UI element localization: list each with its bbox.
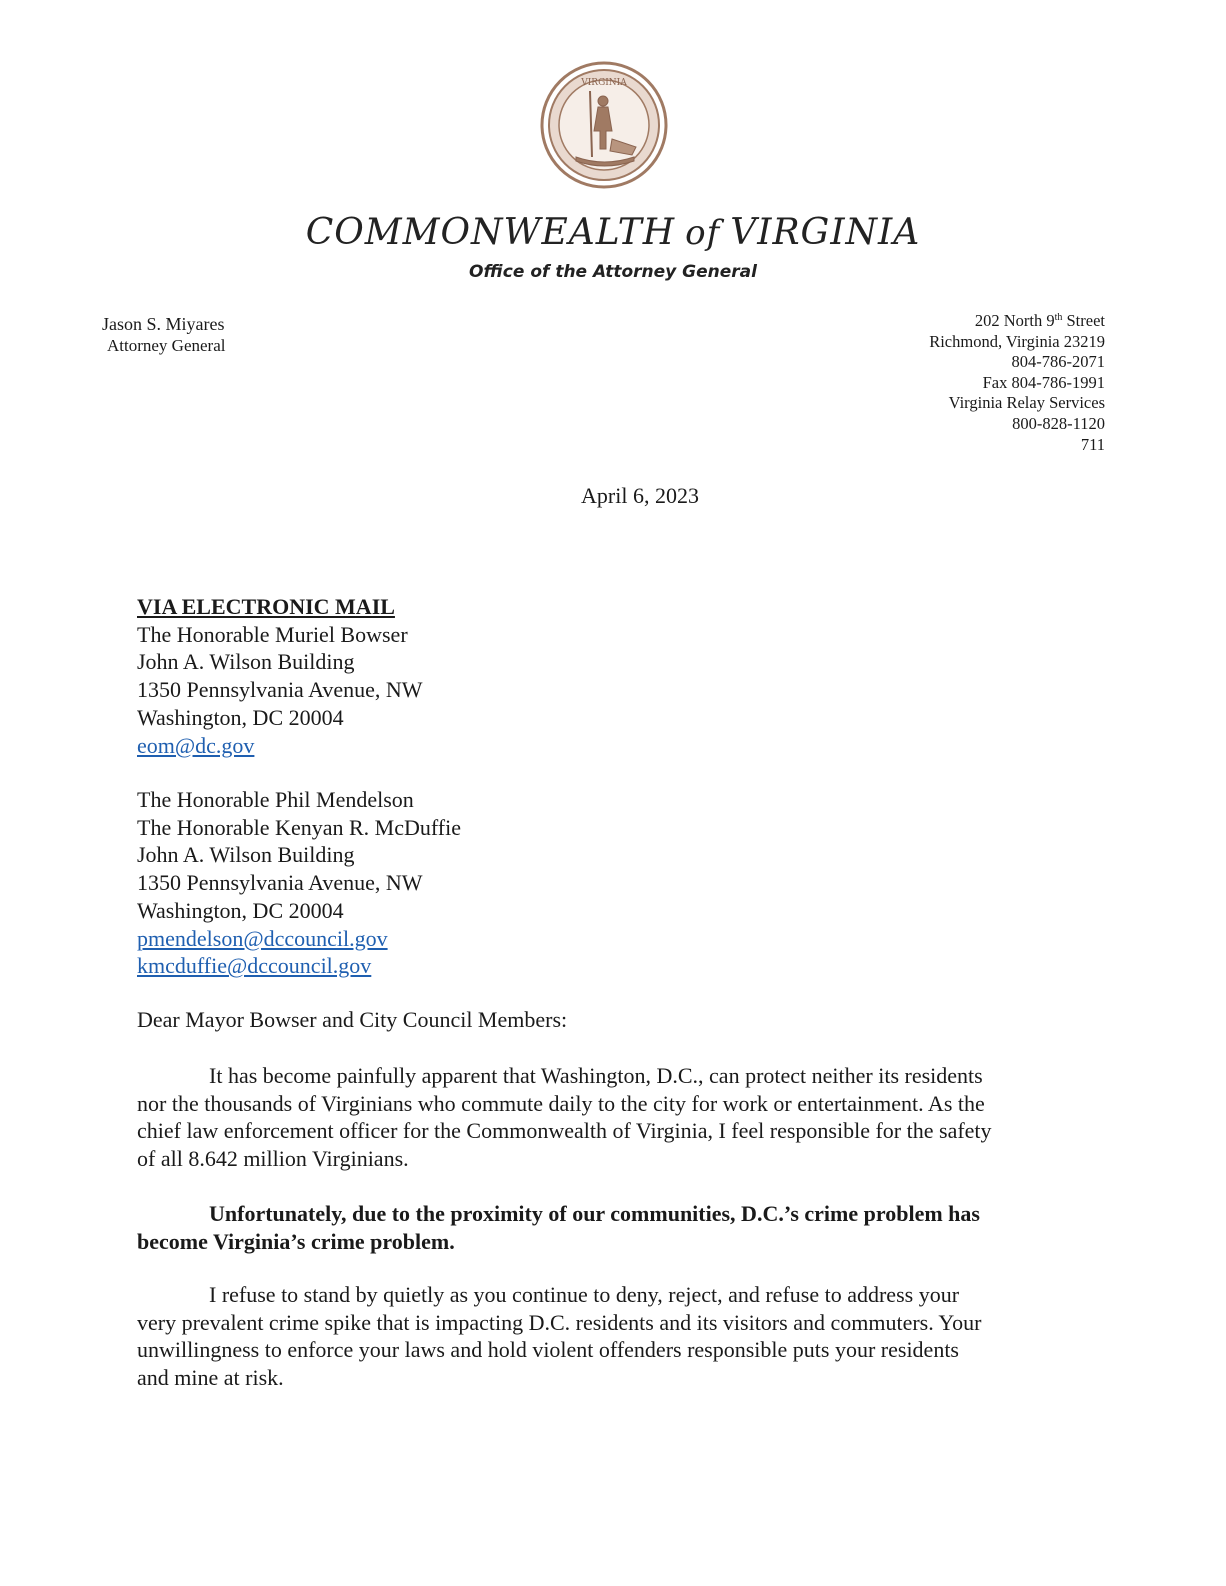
recipient-city: Washington, DC 20004 <box>137 897 344 923</box>
recipient-building: John A. Wilson Building <box>137 649 355 675</box>
paragraph-line: very prevalent crime spike that is impacting D.C. residents and its visitors and commuters. Your <box>137 1309 982 1335</box>
office-address <box>929 311 1105 455</box>
street-sup: th <box>1054 312 1063 323</box>
paragraph-line: chief law enforcement officer for the Commonwealth of Virginia, I feel responsible for the safety <box>137 1118 992 1143</box>
seal-ring-text: VIRGINIA <box>581 78 627 88</box>
letter-date: April 6, 2023 <box>581 483 699 508</box>
recipient-block-mayor <box>137 593 423 759</box>
recipient-name: The Honorable Kenyan R. McDuffie <box>137 814 461 840</box>
recipient-block-council <box>137 786 461 980</box>
recipient-street: 1350 Pennsylvania Avenue, NW <box>137 870 423 896</box>
sender-title: Attorney General <box>107 336 226 355</box>
paragraph-line: I refuse to stand by quietly as you continue to deny, reject, and refuse to address your <box>209 1282 960 1307</box>
address-street <box>929 311 1105 332</box>
title-state: VIRGINIA <box>730 212 921 253</box>
address-city: Richmond, Virginia 23219 <box>929 331 1105 351</box>
delivery-method: VIA ELECTRONIC MAIL <box>137 594 395 619</box>
paragraph-line: unwillingness to enforce your laws and hold violent offenders responsible puts your residents <box>137 1337 959 1362</box>
title-main: COMMONWEALTH <box>305 212 676 253</box>
title-of: of <box>685 213 721 253</box>
recipient-building: John A. Wilson Building <box>137 842 355 868</box>
paragraph-line: Unfortunately, due to the proximity of our communities, D.C.’s crime problem has <box>209 1201 980 1226</box>
virginia-seal <box>540 61 668 189</box>
address-phone: 804-786-2071 <box>1011 352 1105 372</box>
paragraph-line: nor the thousands of Virginians who commute daily to the city for work or entertainment. As the <box>137 1090 985 1116</box>
paragraph-line: It has become painfully apparent that Washington, D.C., can protect neither its residents <box>209 1063 983 1088</box>
letterhead-title <box>0 212 1226 253</box>
email-link[interactable]: eom@dc.gov <box>137 732 255 758</box>
paragraph-line: and mine at risk. <box>137 1364 284 1390</box>
paragraph-line: become Virginia’s crime problem. <box>137 1228 455 1254</box>
email-link[interactable]: kmcduffie@dccouncil.gov <box>137 953 372 979</box>
street-suffix: Street <box>1062 311 1105 330</box>
paragraph-line: of all 8.642 million Virginians. <box>137 1145 409 1171</box>
address-relay: Virginia Relay Services <box>948 393 1105 413</box>
sender-name: Jason S. Miyares <box>102 314 225 334</box>
salutation: Dear Mayor Bowser and City Council Members: <box>137 1007 568 1032</box>
body-paragraph <box>137 1062 1077 1172</box>
address-relay-short: 711 <box>1080 434 1105 454</box>
recipient-street: 1350 Pennsylvania Avenue, NW <box>137 677 423 703</box>
sender-block <box>102 313 225 357</box>
address-fax: Fax 804-786-1991 <box>982 372 1105 392</box>
recipient-name: The Honorable Phil Mendelson <box>137 787 414 812</box>
address-relay-phone: 800-828-1120 <box>1012 413 1105 433</box>
street-prefix: 202 North 9 <box>974 311 1055 330</box>
recipient-city: Washington, DC 20004 <box>137 704 344 730</box>
letterhead-subtitle: Office of the Attorney General <box>469 262 757 282</box>
email-link[interactable]: pmendelson@dccouncil.gov <box>137 925 388 951</box>
body-paragraph <box>137 1281 1077 1391</box>
body-paragraph-bold <box>137 1200 1077 1255</box>
recipient-name: The Honorable Muriel Bowser <box>137 621 408 647</box>
